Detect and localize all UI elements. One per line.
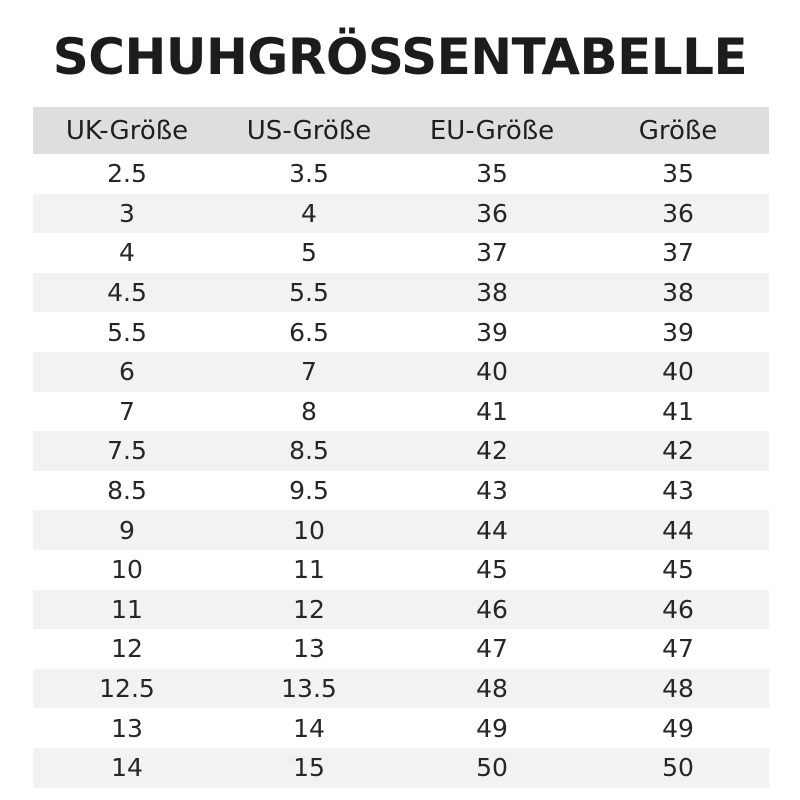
us-size-cell: 13.5 [281,674,337,704]
us-size-cell: 3.5 [289,159,329,189]
eu-size-cell: 36 [476,198,508,228]
table-row [33,748,769,788]
size-cell: 41 [662,396,694,426]
table-row [33,352,769,392]
eu-size-cell: 48 [476,674,508,704]
size-cell: 48 [662,674,694,704]
us-size-cell: 14 [293,713,325,743]
us-size-cell: 5 [301,238,317,268]
table-row [33,194,769,234]
uk-size-cell: 9 [119,515,135,545]
size-cell: 37 [662,238,694,268]
header-eu-size: EU-Größe [429,115,555,146]
uk-size-cell: 13 [111,713,143,743]
eu-size-cell: 43 [476,476,508,506]
page-title: SCHUHGRÖSSENTABELLE [52,28,748,86]
table-header-row [33,107,769,154]
size-table [33,107,769,788]
eu-size-cell: 50 [476,753,508,783]
size-cell: 36 [662,198,694,228]
table-row [33,233,769,273]
us-size-cell: 8 [301,396,317,426]
eu-size-cell: 37 [476,238,508,268]
us-size-cell: 15 [293,753,325,783]
uk-size-cell: 12 [111,634,143,664]
size-cell: 42 [662,436,694,466]
us-size-cell: 5.5 [289,278,329,308]
table-row [33,312,769,352]
uk-size-cell: 6 [119,357,135,387]
table-row [33,273,769,313]
uk-size-cell: 8.5 [107,476,147,506]
table-row [33,471,769,511]
eu-size-cell: 49 [476,713,508,743]
table-row [33,629,769,669]
size-cell: 49 [662,713,694,743]
eu-size-cell: 39 [476,317,508,347]
uk-size-cell: 4.5 [107,278,147,308]
size-cell: 45 [662,555,694,585]
eu-size-cell: 46 [476,594,508,624]
header-uk-size: UK-Größe [65,115,189,146]
eu-size-cell: 35 [476,159,508,189]
table-row [33,431,769,471]
us-size-cell: 4 [301,198,317,228]
table-body [33,154,769,788]
uk-size-cell: 14 [111,753,143,783]
header-us-size: US-Größe [246,115,372,146]
us-size-cell: 7 [301,357,317,387]
table-row [33,550,769,590]
size-cell: 35 [662,159,694,189]
us-size-cell: 8.5 [289,436,329,466]
us-size-cell: 10 [293,515,325,545]
eu-size-cell: 47 [476,634,508,664]
size-cell: 50 [662,753,694,783]
size-cell: 46 [662,594,694,624]
eu-size-cell: 38 [476,278,508,308]
uk-size-cell: 3 [119,198,135,228]
table-row [33,669,769,709]
size-cell: 40 [662,357,694,387]
us-size-cell: 13 [293,634,325,664]
uk-size-cell: 12.5 [99,674,155,704]
size-cell: 39 [662,317,694,347]
us-size-cell: 6.5 [289,317,329,347]
uk-size-cell: 10 [111,555,143,585]
uk-size-cell: 11 [111,594,143,624]
eu-size-cell: 44 [476,515,508,545]
table-row [33,510,769,550]
table-row [33,154,769,194]
header-size: Größe [638,115,718,146]
table-row [33,708,769,748]
size-cell: 44 [662,515,694,545]
size-cell: 43 [662,476,694,506]
eu-size-cell: 42 [476,436,508,466]
size-cell: 47 [662,634,694,664]
uk-size-cell: 7 [119,396,135,426]
table-row [33,392,769,432]
uk-size-cell: 5.5 [107,317,147,347]
us-size-cell: 9.5 [289,476,329,506]
us-size-cell: 12 [293,594,325,624]
eu-size-cell: 40 [476,357,508,387]
table-row [33,590,769,630]
eu-size-cell: 41 [476,396,508,426]
eu-size-cell: 45 [476,555,508,585]
uk-size-cell: 4 [119,238,135,268]
us-size-cell: 11 [293,555,325,585]
uk-size-cell: 7.5 [107,436,147,466]
size-cell: 38 [662,278,694,308]
uk-size-cell: 2.5 [107,159,147,189]
